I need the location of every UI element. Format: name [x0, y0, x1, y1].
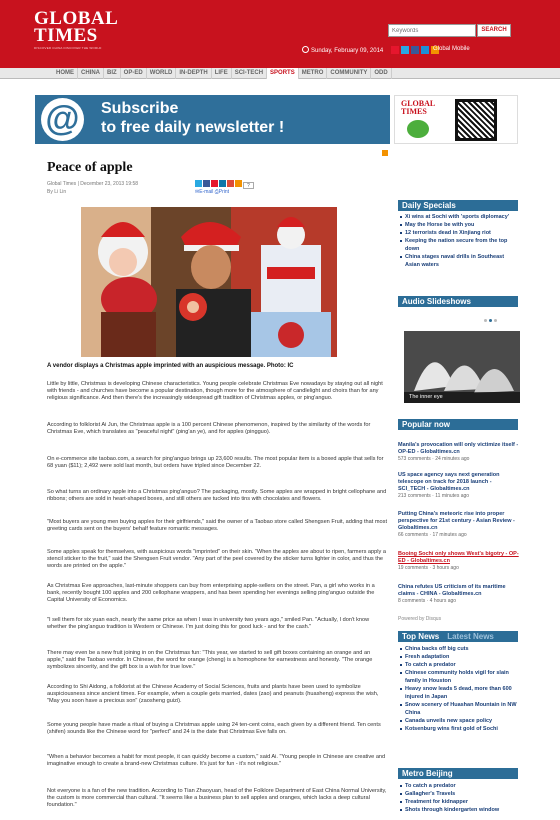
article-paragraph: On e-commerce site taobao.com, a search for ping'anguo brings up 23,600 results. The most popular item is a boxed apple that sells for 68 yuan ($11); 2,492 were sold last month, but orders have tripled since December 22. [47, 456, 384, 469]
nav-item-community[interactable]: COMMUNITY [327, 68, 371, 79]
clock-icon [302, 46, 309, 53]
nav-item-sports[interactable]: SPORTS [267, 68, 299, 79]
popular-item-meta: 573 comments · 24 minutes ago [398, 456, 470, 462]
qq-icon[interactable] [421, 46, 429, 54]
article-paragraph: Some young people have made a ritual of buying a Christmas apple using 24 ten-cent coins, each given by a different friend. Ten cents (shifen) sounds like the Chinese word for "perfect" and 24 is the date that Christmas Eve falls on. [47, 722, 381, 735]
list-item[interactable]: To catch a predator [398, 782, 518, 790]
at-sign-icon: @ [41, 98, 84, 141]
list-item[interactable]: Snow scenery of Huashan Mountain in NW China [398, 701, 518, 717]
article-paragraph: There may even be a new fruit joining in on the Christmas fun: "This year, we started to sell gift boxes containing an orange and an apple," said the Taobao vendor. In Chinese, the word for orange (cheng) is a homophone for earnestness and honesty. "The orange symbolizes sincerity, and the gift box is a wish for true love." [47, 650, 373, 670]
site-header [0, 0, 560, 68]
list-item[interactable]: Xi wins at Sochi with 'sports diplomacy' [398, 213, 518, 221]
daily-specials-header: Daily Specials [398, 200, 518, 211]
share-facebook-icon[interactable] [203, 180, 210, 187]
popular-item-title[interactable]: Booing Sochi only shows West's bigotry - OP-ED - Globaltimes.cn [398, 551, 519, 564]
top-news-list [398, 645, 518, 733]
article-byline: By Li Lin [47, 189, 67, 195]
banner-line1: Subscribe [101, 100, 179, 117]
rss-icon[interactable] [382, 150, 388, 156]
slideshow-dots[interactable] [484, 318, 499, 324]
share-bar [195, 180, 255, 188]
print-icon[interactable]: ⎙ [214, 189, 219, 195]
article-meta [47, 180, 138, 196]
list-item[interactable]: Treatment for kidnapper [398, 798, 518, 806]
logo-line2: TIMES [34, 25, 98, 46]
audio-slideshows-header: Audio Slideshows [398, 296, 518, 307]
sina-weibo-icon[interactable] [391, 46, 399, 54]
article-source-date: Global Times | December 23, 2013 19:58 [47, 181, 139, 187]
nav-item-odd[interactable]: ODD [371, 68, 391, 79]
disqus-credit: Powered by Disqus [398, 616, 442, 622]
banner-line2: to free daily newsletter ! [101, 119, 285, 136]
slideshow-image[interactable] [404, 331, 520, 403]
popular-item-title[interactable]: Manila's provocation will only victimize itself - OP-ED - Globaltimes.cn [398, 442, 519, 455]
share-weibo-icon[interactable] [211, 180, 218, 187]
global-times-logo[interactable] [34, 10, 124, 56]
article-tools [195, 189, 229, 195]
list-item[interactable]: Shots through kindergarten window [398, 806, 518, 814]
share-twitter-icon[interactable] [195, 180, 202, 187]
apple-vendor-illustration [81, 207, 337, 357]
article-paragraph: Not everyone is a fan of the new tradition. According to Tian Zhaoyuan, head of the Folklore Department of East China Normal University, the custom is more commercial than cultural. "It seems like a business plan to sell apples and oranges, which lacks a deep cultural foundation." [47, 788, 387, 808]
nav-item-world[interactable]: WORLD [147, 68, 177, 79]
share-linkedin-icon[interactable] [219, 180, 226, 187]
article-title: Peace of apple [47, 160, 133, 175]
nav-item-biz[interactable]: BIZ [104, 68, 121, 79]
popular-item[interactable] [398, 442, 520, 463]
date-text: Sunday, February 09, 2014 [311, 48, 384, 54]
popular-item[interactable] [398, 551, 520, 572]
list-item[interactable]: Keeping the nation secure from the top down [398, 237, 518, 253]
article-paragraph: "I sell them for six yuan each, nearly the same price as when I was in university two years ago," smiled Pan. "Actually, I don't know whether the ping'anguo tradition is Western or Chinese. I'm just doing this for good luck - and for the cash." [47, 617, 370, 630]
qr-code-image [455, 99, 497, 141]
logo-subtitle: DISCOVER CHINA DISCOVER THE WORLD [34, 46, 102, 50]
nav-item-china[interactable]: CHINA [78, 68, 104, 79]
date-display [302, 46, 383, 54]
twitter-icon[interactable] [401, 46, 409, 54]
list-item[interactable]: Heavy snow leads 5 dead, more than 600 injured in Japan [398, 685, 518, 701]
list-item[interactable]: To catch a predator [398, 661, 518, 669]
global-mobile-link[interactable]: Global Mobile [433, 46, 470, 52]
popular-now-header: Popular now [398, 419, 518, 430]
article-photo [81, 207, 337, 357]
slide-dot[interactable] [489, 319, 492, 322]
article-paragraph: "When a behavior becomes a habit for most people, it can quickly become a custom," said Ai. "Young people in Chinese are creative and imaginative enough to create a brand-new Christmas culture. It's just for fun - it's not religious." [47, 754, 386, 767]
popular-item-meta: 8 comments · 4 hours ago [398, 598, 457, 604]
nav-list [53, 68, 392, 79]
tab-latest-news[interactable]: Latest News [447, 632, 494, 641]
nav-item-metro[interactable]: METRO [299, 68, 328, 79]
article-paragraph: So what turns an ordinary apple into a Christmas ping'anguo? The packaging, mostly. Some apples are wrapped in bright cellophane and ribbons; others are sold in heart-shaped boxes, and still others are tucked into tins with chocolates and flowers. [47, 489, 387, 502]
nav-item-home[interactable]: HOME [53, 68, 78, 79]
slide-caption: The inner eye [404, 392, 520, 403]
newsletter-banner[interactable] [35, 95, 390, 144]
article-paragraph: Little by little, Christmas is developing Chinese characteristics. Young people celebrate Christmas Eve nowadays by staying out all night with friends - and churches have become a popular destination, though more for the atmosphere of candlelight and choirs than for any religious significance. And then there's the increasingly widespread gift tradition of Christmas apples, or ping'anguo. [47, 381, 383, 401]
popular-item[interactable] [398, 472, 520, 500]
news-tabs [398, 631, 518, 642]
daily-specials-list [398, 213, 518, 269]
share-google-icon[interactable] [227, 180, 234, 187]
tab-top-news[interactable]: Top News [402, 632, 440, 641]
list-item[interactable]: May the Horse be with you [398, 221, 518, 229]
nav-item-in-depth[interactable]: IN-DEPTH [176, 68, 211, 79]
list-item[interactable]: Canada unveils new space policy [398, 717, 518, 725]
facebook-icon[interactable] [411, 46, 419, 54]
list-item[interactable]: Fresh adaptation [398, 653, 518, 661]
popular-item-title[interactable]: China refutes US criticism of its maritime claims - CHINA - Globaltimes.cn [398, 584, 506, 597]
share-more-icon[interactable] [235, 180, 242, 187]
article-paragraph: According to folklorist Ai Jun, the Christmas apple is a 100 percent Chinese phenomenon, inspired by the similarity of the words for Christmas Eve, which translates as "peaceful night" (ping'an ye), and for apples (pingguo). [47, 422, 371, 435]
email-link[interactable]: E-mail [199, 189, 214, 195]
list-item[interactable]: China stages naval drills in Southeast Asian waters [398, 253, 518, 269]
popular-item[interactable] [398, 511, 520, 539]
article-paragraph: According to Shi Aidong, a folklorist at the Chinese Academy of Social Sciences, fruits and plants have been used to symbolize auspiciousness since ancient times. For example, when a couple gets married, dates (zao) and peanuts (huasheng) express the wish, "May you soon have a precious son" (zaosheng guizi). [47, 684, 379, 704]
nav-item-life[interactable]: LIFE [212, 68, 232, 79]
share-count: ? [243, 182, 254, 189]
nav-item-op-ed[interactable]: OP-ED [121, 68, 147, 79]
nav-item-sci-tech[interactable]: SCI-TECH [232, 68, 267, 79]
search-button[interactable]: SEARCH [477, 24, 511, 37]
popular-item[interactable] [398, 584, 520, 605]
popular-item-title[interactable]: US space agency says next generation telescope on track for 2018 launch - SCI_TECH - Globaltimes.cn [398, 472, 500, 492]
metro-beijing-list [398, 782, 518, 814]
article-paragraph: As Christmas Eve approaches, last-minute shoppers can buy from enterprising apple-sellers on the street. Pan, a girl who works in a bank, recently bought 100 apples and 200 cellophane wrappers, and has been spending her evenings selling ping'anguo outside the Capital University of Economics. [47, 583, 375, 603]
popular-item-title[interactable]: Putting China's meteoric rise into proper perspective for 21st century - Asian Review - Globaltimes.cn [398, 511, 515, 531]
slide-dot[interactable] [494, 319, 497, 322]
search-input[interactable] [388, 24, 476, 37]
list-item[interactable]: Chinese community holds vigil for slain family in Houston [398, 669, 518, 685]
main-nav [0, 68, 560, 79]
qr-brand-line2: TIMES [401, 107, 427, 116]
qr-code-box [394, 95, 518, 144]
list-item[interactable]: Gallagher's Travels [398, 790, 518, 798]
email-icon[interactable]: ✉ [195, 189, 200, 195]
list-item[interactable]: China backs off big cuts [398, 645, 518, 653]
list-item[interactable]: 12 terrorists dead in Xinjiang riot [398, 229, 518, 237]
photo-caption: A vendor displays a Christmas apple imprinted with an auspicious message. Photo: IC [47, 363, 294, 369]
popular-item-meta: 213 comments · 11 minutes ago [398, 493, 470, 499]
print-link[interactable]: Print [218, 189, 230, 195]
qr-brand [401, 100, 435, 116]
article-paragraph: "Most buyers are young men buying apples for their girlfriends," said the owner of a Taobao store called Shengsen Fruit, adding that most greeting cards sent on the buyers' behalf feature romantic messages. [47, 519, 387, 532]
list-item[interactable]: Kotsenburg wins first gold of Sochi [398, 725, 518, 733]
wechat-icon [407, 120, 429, 138]
popular-item-meta: 66 comments · 17 minutes ago [398, 532, 467, 538]
slide-dot[interactable] [484, 319, 487, 322]
metro-beijing-header: Metro Beijing [398, 768, 518, 779]
qr-brand-line1: GLOBAL [401, 99, 436, 108]
article-paragraph: Some apples speak for themselves, with auspicious words "imprinted" on their skin. "When the apples are about to ripen, farmers apply a stencil sticker to the fruit," said the Shengsen Fruit vendor. "Any part of the peel covered by the sticker turns lighter in color, and thus the words are printed on the apple." [47, 549, 386, 569]
popular-item-meta: 19 comments · 3 hours ago [398, 565, 459, 571]
logo-line1: GLOBAL [34, 8, 119, 29]
